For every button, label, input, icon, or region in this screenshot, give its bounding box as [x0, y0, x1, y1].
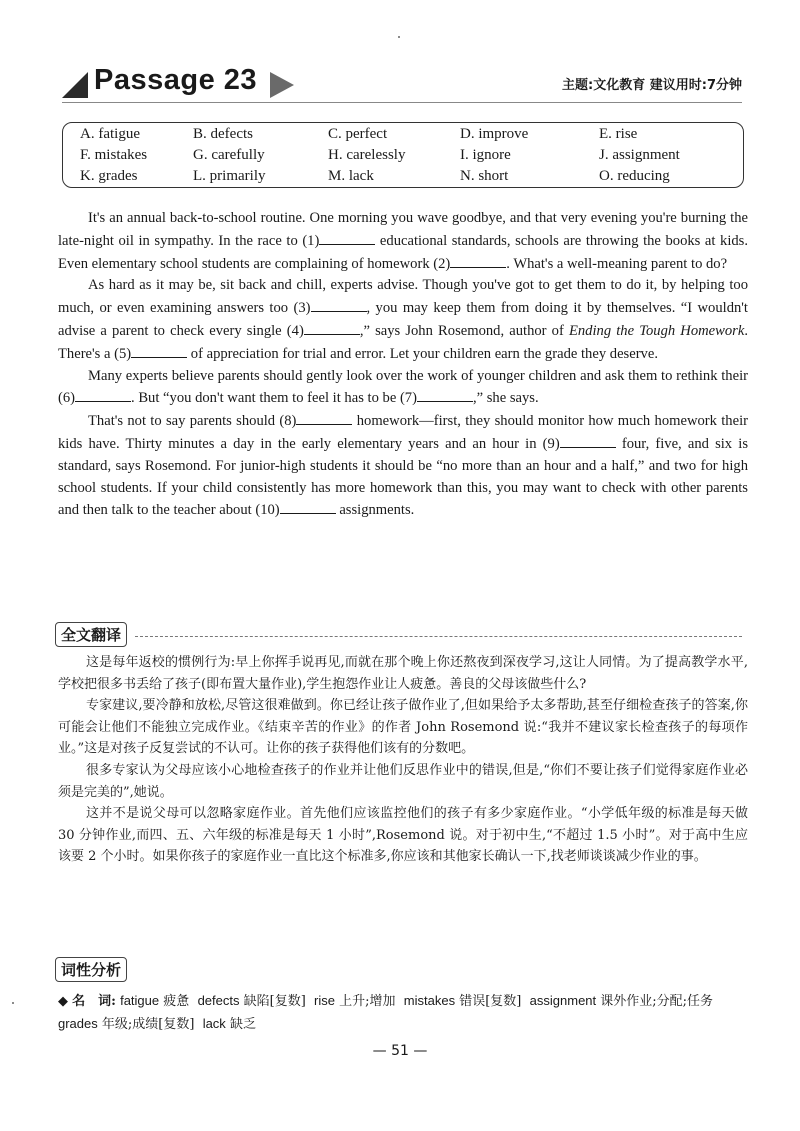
vocab-meaning: 缺陷[复数]	[243, 994, 306, 1009]
word-option: K. grades	[80, 168, 138, 184]
translation-paragraph: 这是每年返校的惯例行为:早上你挥手说再见,而就在那个晚上你还熬夜到深夜学习,这让人同情。为了提高教学水平,学校把很多书丢给了孩子(即布置大量作业),学生抱怨作业让人疲惫。善良的父母该做些什么?	[58, 655, 748, 692]
scan-speck	[398, 36, 400, 38]
vocab-meaning: 缺乏	[229, 1017, 256, 1032]
translation-body	[58, 652, 748, 868]
passage-body	[58, 208, 748, 522]
page-number: — 51 —	[372, 1043, 428, 1059]
noun-label: 名 词:	[72, 994, 116, 1009]
word-option: L. primarily	[193, 168, 266, 184]
answer-blank[interactable]	[304, 320, 360, 335]
pos-analysis-body	[58, 990, 748, 1036]
word-option: F. mistakes	[80, 147, 148, 163]
vocab-word: fatigue	[120, 993, 160, 1008]
answer-blank[interactable]	[75, 387, 131, 402]
section-dashed-rule	[135, 636, 742, 637]
word-option: I. ignore	[460, 147, 511, 163]
vocab-meaning: 错误[复数]	[459, 994, 522, 1009]
passage-header	[62, 62, 742, 106]
vocab-meaning: 课外作业;分配;任务	[600, 994, 714, 1009]
left-triangle-ornament	[62, 72, 88, 98]
translation-paragraph: 很多专家认为父母应该小心地检查孩子的作业并让他们反思作业中的错误,但是,“你们不要让孩子们觉得家庭作业必须是完美的”,她说。	[58, 762, 748, 800]
word-option: M. lack	[328, 168, 374, 184]
vocab-word: grades	[58, 1016, 98, 1031]
answer-blank[interactable]	[560, 433, 616, 448]
word-option: G. carefully	[193, 147, 265, 163]
vocab-meaning: 上升;增加	[339, 994, 396, 1009]
book-title: Ending the Tough Homework	[568, 322, 745, 339]
word-option: O. reducing	[599, 168, 670, 184]
translation-label: 全文翻译	[55, 622, 127, 647]
vocab-word: assignment	[529, 993, 597, 1008]
word-option: D. improve	[460, 126, 529, 142]
diamond-bullet-icon: ◆	[58, 994, 68, 1009]
word-option: B. defects	[193, 126, 253, 142]
word-bank	[62, 122, 744, 188]
answer-blank[interactable]	[280, 499, 336, 514]
vocab-meaning: 年级;成绩[复数]	[101, 1017, 195, 1032]
vocab-word: rise	[314, 993, 335, 1008]
right-triangle-ornament	[270, 72, 294, 98]
header-divider	[62, 102, 742, 103]
answer-blank[interactable]	[319, 230, 375, 245]
word-option: N. short	[460, 168, 509, 184]
passage-paragraph: Many experts believe parents should gently look over the work of younger children and ask them to rethink their (6) . But “you don't want them to feel it has to be (7) ,” she says.	[58, 367, 748, 407]
vocab-word: mistakes	[403, 993, 456, 1008]
scan-speck	[12, 1002, 14, 1004]
word-option: E. rise	[599, 126, 638, 142]
topic-time-meta: 主题:文化教育 建议用时:7分钟	[562, 78, 742, 93]
pos-analysis-label: 词性分析	[55, 957, 127, 982]
answer-blank[interactable]	[311, 297, 367, 312]
passage-paragraph: That's not to say parents should (8) homework—first, they should monitor how much homework their kids have. Thirty minutes a day in the early elementary years and an hour in (9) four, five, and six is standard, says Rosemond. For junior-high students it should be “no more than an hour and a half,” and two for high school students. If your child consistently has more homework than this, you may want to check with other parents and then talk to the teacher about (10) assignments.	[58, 410, 748, 522]
word-option: C. perfect	[328, 126, 388, 142]
vocab-word: lack	[202, 1016, 226, 1031]
translation-paragraph: 专家建议,要冷静和放松,尽管这很难做到。你已经让孩子做作业了,但如果给予太多帮助,甚至仔细检查孩子的答案,你可能会让他们不能独立完成作业。《结束辛苦的作业》的作者 John Rosemond 说:“我并不建议家长检查孩子的每项作业。”这是对孩子反复尝试的不认可。让你的孩子获得他们该有的分数吧。	[58, 698, 748, 757]
translation-paragraph: 这并不是说父母可以忽略家庭作业。首先他们应该监控他们的孩子有多少家庭作业。“小学低年级的标准是每天做 30 分钟作业,而四、五、六年级的标准是每天 1 小时”,Rosemond 说。对于初中生,“不超过 1.5 小时”。对于高中生应该要 2 个小时。如果你孩子的家庭作业一直比这个标准多,你应该和其他家长确认一下,找老师谈谈减少作业的事。	[58, 806, 748, 865]
passage-paragraph: It's an annual back-to-school routine. One morning you wave goodbye, and that very evening you're burning the late-night oil in sympathy. In the race to (1) educational standards, schools are throwing the books at kids. Even elementary school students are complaining of homework (2) . What's a well-meaning parent to do?	[58, 210, 748, 272]
vocab-word: defects	[197, 993, 240, 1008]
passage-paragraph: As hard as it may be, sit back and chill, experts advise. Though you've got to get them to do it, by helping too much, or even examining answers too (3) , you may keep them from doing it by themselves. “I wouldn't advise a parent to check every single (4) ,” says John Rosemond, author of Ending the Tough Homework. There's a (5) of appreciation for trial and error. Let your children earn the grade they deserve.	[58, 277, 748, 362]
vocab-meaning: 疲惫	[163, 994, 190, 1009]
answer-blank[interactable]	[131, 343, 187, 358]
word-option: H. carelessly	[328, 147, 406, 163]
word-option: J. assignment	[599, 147, 680, 163]
answer-blank[interactable]	[450, 253, 506, 268]
answer-blank[interactable]	[296, 410, 352, 425]
passage-title: Passage 23	[94, 64, 258, 96]
answer-blank[interactable]	[417, 387, 473, 402]
word-option: A. fatigue	[80, 126, 140, 142]
